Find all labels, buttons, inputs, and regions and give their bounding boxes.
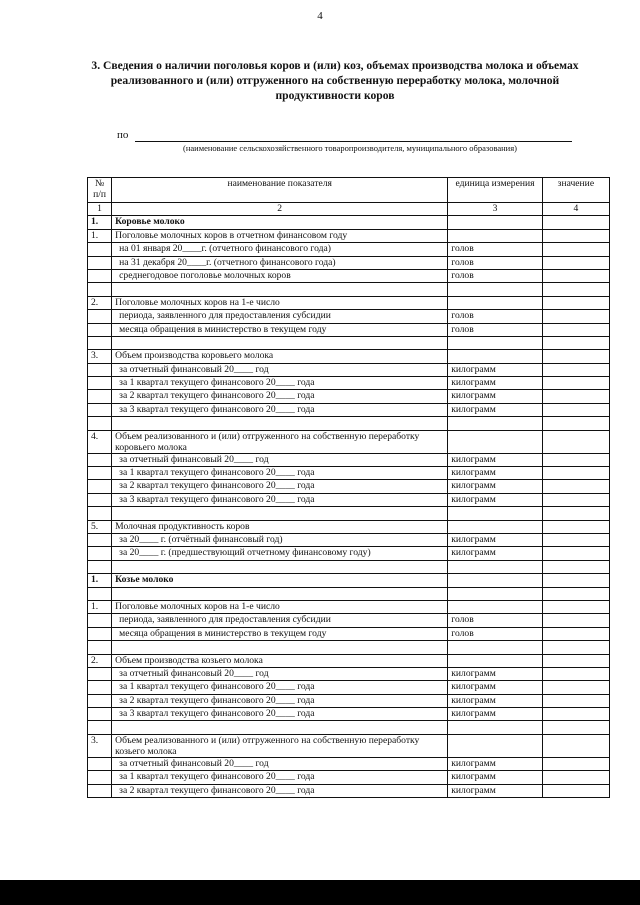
row-number: 1. [88,600,112,613]
row-indicator [112,336,448,349]
row-value[interactable] [542,721,609,734]
row-number: 4. [88,430,112,453]
row-unit: килограмм [448,493,543,506]
row-unit [448,721,543,734]
recipient-fill-line[interactable] [135,141,572,142]
row-indicator: месяца обращения в министерство в текущем году [112,323,448,336]
row-unit [448,587,543,600]
table-row [88,229,610,242]
row-value[interactable] [542,757,609,770]
row-number: 1. [88,229,112,242]
table-row [88,614,610,627]
row-value[interactable] [542,654,609,667]
row-value[interactable] [542,681,609,694]
table-row [88,243,610,256]
row-number [88,694,112,707]
row-value[interactable] [542,520,609,533]
spacer-row [88,560,610,573]
table-row [88,784,610,797]
row-indicator: за 1 квартал текущего финансового 20____ года [112,771,448,784]
spacer-row [88,507,610,520]
spacer-row [88,721,610,734]
row-number [88,667,112,680]
row-number [88,323,112,336]
row-unit [448,336,543,349]
row-indicator: за 2 квартал текущего финансового 20____ года [112,480,448,493]
row-value[interactable] [542,560,609,573]
row-indicator [112,507,448,520]
column-number-3: 3 [448,203,543,216]
row-value[interactable] [542,694,609,707]
table-row [88,734,610,757]
row-indicator [112,560,448,573]
table-row [88,547,610,560]
page-number: 4 [317,10,323,22]
row-indicator: Поголовье молочных коров в отчетном финансовом году [112,229,448,242]
row-unit: килограмм [448,377,543,390]
column-number-4: 4 [542,203,609,216]
scan-footer-bar [0,880,640,905]
row-unit: килограмм [448,533,543,546]
row-indicator: Объем реализованного и (или) отгруженного на собственную переработку козьего молока [112,734,448,757]
row-value[interactable] [542,507,609,520]
row-indicator: Поголовье молочных коров на 1-е число [112,600,448,613]
row-unit [448,283,543,296]
row-value[interactable] [542,350,609,363]
header-number: № п/п [88,178,112,203]
row-value[interactable] [542,667,609,680]
recipient-caption: (наименование сельскохозяйственного товаропроизводителя, муниципального образования) [183,143,517,153]
row-value[interactable] [542,336,609,349]
row-value[interactable] [542,547,609,560]
table-row [88,390,610,403]
row-unit: килограмм [448,480,543,493]
row-indicator: за 1 квартал текущего финансового 20____ года [112,377,448,390]
row-number: 2. [88,654,112,667]
row-unit: килограмм [448,547,543,560]
row-value[interactable] [542,430,609,453]
row-value[interactable] [542,771,609,784]
table-row [88,520,610,533]
row-value[interactable] [542,734,609,757]
table-row [88,403,610,416]
row-number [88,480,112,493]
row-unit: голов [448,323,543,336]
row-indicator: за отчетный финансовый 20____ год [112,453,448,466]
table-row [88,323,610,336]
row-number [88,336,112,349]
row-unit [448,350,543,363]
row-number [88,283,112,296]
row-unit: килограмм [448,363,543,376]
row-indicator: за 20____ г. (отчётный финансовый год) [112,533,448,546]
row-number [88,377,112,390]
row-unit: килограмм [448,757,543,770]
table-row [88,654,610,667]
row-number [88,269,112,282]
row-value[interactable] [542,390,609,403]
table-row [88,627,610,640]
table-row [88,467,610,480]
row-value[interactable] [542,784,609,797]
row-indicator: за отчетный финансовый 20____ год [112,757,448,770]
row-unit [448,600,543,613]
row-number [88,256,112,269]
row-number: 3. [88,350,112,363]
row-number [88,641,112,654]
row-number [88,453,112,466]
spacer-row [88,336,610,349]
table-header-row [88,178,610,203]
row-number [88,757,112,770]
table-row [88,600,610,613]
row-unit: килограмм [448,771,543,784]
row-indicator: за отчетный финансовый 20____ год [112,363,448,376]
indicators-table [87,177,610,798]
row-number [88,681,112,694]
row-value[interactable] [542,323,609,336]
table-row [88,667,610,680]
row-number [88,390,112,403]
table-row [88,708,610,721]
row-unit [448,296,543,309]
row-indicator: за отчетный финансовый 20____ год [112,667,448,680]
row-unit [448,560,543,573]
row-number: 1. [88,216,112,229]
row-number [88,467,112,480]
row-indicator [112,417,448,430]
row-unit: голов [448,627,543,640]
table-row [88,269,610,282]
row-indicator: за 3 квартал текущего финансового 20____ года [112,493,448,506]
row-unit: килограмм [448,467,543,480]
row-value[interactable] [542,363,609,376]
table-row [88,694,610,707]
row-number [88,493,112,506]
row-value[interactable] [542,256,609,269]
row-unit: голов [448,269,543,282]
row-number [88,560,112,573]
row-indicator: за 20____ г. (предшествующий отчетному финансовому году) [112,547,448,560]
row-value[interactable] [542,587,609,600]
table-row [88,533,610,546]
row-number [88,363,112,376]
row-unit: килограмм [448,681,543,694]
row-indicator: Поголовье молочных коров на 1-е число [112,296,448,309]
row-unit [448,430,543,453]
row-number [88,784,112,797]
row-indicator [112,587,448,600]
recipient-prefix: по [117,129,129,141]
spacer-row [88,641,610,654]
header-indicator: наименование показателя [112,178,448,203]
column-number-2: 2 [112,203,448,216]
table-row [88,296,610,309]
row-number [88,614,112,627]
row-indicator: за 3 квартал текущего финансового 20____ года [112,708,448,721]
spacer-row [88,417,610,430]
header-value: значение [542,178,609,203]
row-number [88,587,112,600]
table-row [88,377,610,390]
row-number: 3. [88,734,112,757]
table-row [88,430,610,453]
table-row [88,350,610,363]
row-indicator: периода, заявленного для предоставления субсидии [112,614,448,627]
row-value[interactable] [542,403,609,416]
row-unit: голов [448,243,543,256]
row-number: 2. [88,296,112,309]
row-unit: килограмм [448,694,543,707]
row-value[interactable] [542,453,609,466]
row-value[interactable] [542,614,609,627]
row-unit [448,507,543,520]
row-value[interactable] [542,417,609,430]
table-row [88,310,610,323]
row-indicator: за 1 квартал текущего финансового 20____ года [112,681,448,694]
row-indicator: периода, заявленного для предоставления субсидии [112,310,448,323]
row-value[interactable] [542,480,609,493]
row-number [88,417,112,430]
row-number [88,627,112,640]
row-value[interactable] [542,493,609,506]
row-unit: килограмм [448,453,543,466]
row-unit: килограмм [448,390,543,403]
row-unit [448,641,543,654]
row-unit [448,216,543,229]
row-indicator: Объем производства коровьего молока [112,350,448,363]
row-indicator: за 2 квартал текущего финансового 20____ года [112,694,448,707]
table-row [88,493,610,506]
row-indicator: за 1 квартал текущего финансового 20____ года [112,467,448,480]
row-value[interactable] [542,296,609,309]
spacer-row [88,283,610,296]
row-number [88,310,112,323]
column-number-row [88,203,610,216]
row-indicator: на 31 декабря 20____г. (отчетного финансового года) [112,256,448,269]
table-row [88,757,610,770]
column-number-1: 1 [88,203,112,216]
row-unit [448,520,543,533]
row-value[interactable] [542,708,609,721]
row-unit: голов [448,310,543,323]
table-row [88,681,610,694]
row-number [88,721,112,734]
table-row [88,256,610,269]
table-row [88,453,610,466]
row-unit: голов [448,256,543,269]
section-row [88,574,610,587]
row-value[interactable] [542,641,609,654]
section-row [88,216,610,229]
row-value[interactable] [542,627,609,640]
row-value[interactable] [542,269,609,282]
table-row [88,771,610,784]
row-number: 1. [88,574,112,587]
row-indicator: за 3 квартал текущего финансового 20____ года [112,403,448,416]
row-indicator: Козье молоко [112,574,448,587]
row-value[interactable] [542,377,609,390]
row-indicator: месяца обращения в министерство в текущем году [112,627,448,640]
row-number [88,507,112,520]
row-value[interactable] [542,310,609,323]
row-number [88,547,112,560]
header-unit: единица измерения [448,178,543,203]
row-number [88,708,112,721]
row-unit [448,574,543,587]
row-number [88,243,112,256]
page-title: 3. Сведения о наличии поголовья коров и (или) коз, объемах производства молока и объемах реализованного и (или) отгруженного на собственную переработку молока, молочной продуктивности коров [91,59,579,102]
row-value[interactable] [542,467,609,480]
row-number: 5. [88,520,112,533]
row-number [88,771,112,784]
row-value[interactable] [542,574,609,587]
row-value[interactable] [542,283,609,296]
row-indicator: Коровье молоко [112,216,448,229]
row-indicator [112,283,448,296]
row-number [88,403,112,416]
row-unit: голов [448,614,543,627]
row-indicator: за 2 квартал текущего финансового 20____ года [112,784,448,797]
row-indicator: за 2 квартал текущего финансового 20____ года [112,390,448,403]
row-indicator [112,641,448,654]
row-unit [448,417,543,430]
row-value[interactable] [542,229,609,242]
table-row [88,363,610,376]
row-indicator: Объем производства козьего молока [112,654,448,667]
row-indicator [112,721,448,734]
table-row [88,480,610,493]
row-unit [448,654,543,667]
row-number [88,533,112,546]
row-unit: килограмм [448,708,543,721]
row-value[interactable] [542,243,609,256]
row-value[interactable] [542,216,609,229]
row-indicator: Молочная продуктивность коров [112,520,448,533]
row-unit [448,734,543,757]
row-unit [448,229,543,242]
row-value[interactable] [542,533,609,546]
row-indicator: среднегодовое поголовье молочных коров [112,269,448,282]
row-unit: килограмм [448,403,543,416]
row-unit: килограмм [448,784,543,797]
row-indicator: на 01 января 20____г. (отчетного финансового года) [112,243,448,256]
row-unit: килограмм [448,667,543,680]
row-indicator: Объем реализованного и (или) отгруженного на собственную переработку коровьего молока [112,430,448,453]
spacer-row [88,587,610,600]
row-value[interactable] [542,600,609,613]
